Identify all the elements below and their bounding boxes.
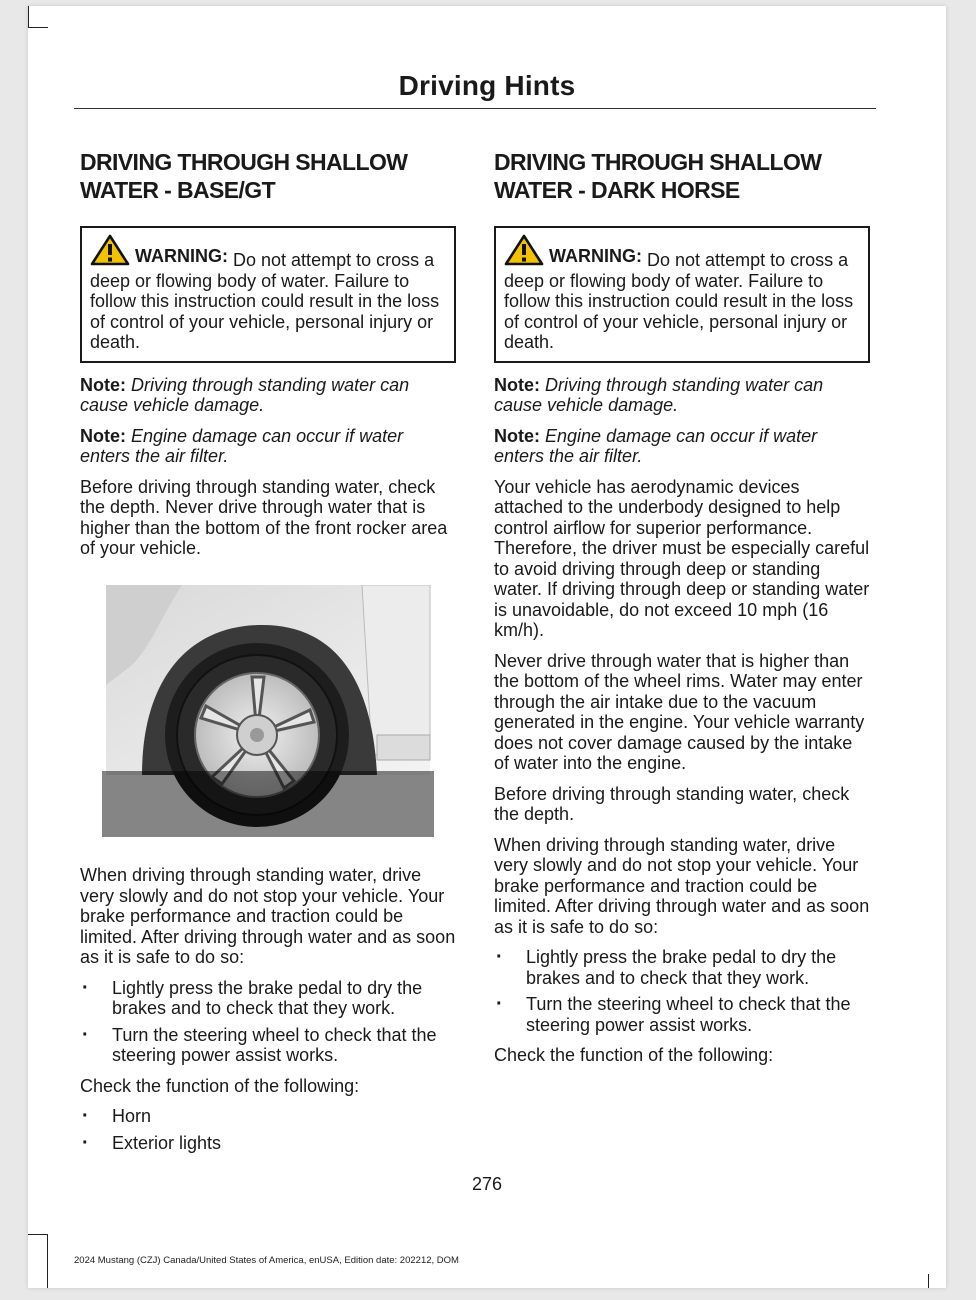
note-text: Driving through standing water can cause vehicle damage. (80, 374, 410, 415)
page-footer: 2024 Mustang (CZJ) Canada/United States of America, enUSA, Edition date: 202212, DOM (74, 1255, 459, 1266)
left-column (80, 148, 456, 1163)
warning-text: Do not attempt to cross a deep or flowing body of water. Failure to follow this instruction could result in the loss of control of your vehicle, personal injury or death. (90, 250, 440, 352)
warning-label: WARNING: (549, 245, 642, 266)
after-water-steps (80, 978, 456, 1066)
section-title-dark-horse: DRIVING THROUGH SHALLOW WATER - DARK HORSE (494, 149, 822, 203)
crop-mark-bottom-right (928, 1274, 929, 1288)
warning-heading (90, 234, 228, 266)
warning-triangle-icon (504, 234, 544, 266)
crop-mark-top-left (28, 27, 48, 28)
warning-heading (504, 234, 642, 266)
paragraph-check-depth: Before driving through standing water, check the depth. Never drive through water that is higher than the bottom of the front rocker area of your vehicle. (80, 476, 448, 558)
manual-page (28, 6, 946, 1288)
note-label: Note: (494, 425, 540, 446)
warning-text: Do not attempt to cross a deep or flowing body of water. Failure to follow this instruction could result in the loss of control of your vehicle, personal injury or death. (504, 250, 854, 352)
note-text: Engine damage can occur if water enters the air filter. (494, 425, 818, 466)
check-function-list (80, 1106, 456, 1153)
check-function-intro: Check the function of the following: (80, 1075, 360, 1096)
note-label: Note: (80, 374, 126, 395)
page-header-title: Driving Hints (398, 70, 576, 101)
note (80, 426, 456, 467)
section-title-base-gt: DRIVING THROUGH SHALLOW WATER - BASE/GT (80, 149, 408, 203)
note (80, 375, 456, 416)
list-item: · Lightly press the brake pedal to dry the brakes and to check that they work. (80, 978, 456, 1019)
list-item: · Turn the steering wheel to check that the steering power assist works. (494, 994, 870, 1035)
crop-mark-top-left (28, 6, 29, 28)
note-label: Note: (494, 374, 540, 395)
after-water-steps (494, 947, 870, 1035)
paragraph-drive-slowly: When driving through standing water, drive very slowly and do not stop your vehicle. Your brake performance and traction could be limited. After driving through water and as soon as it is safe to do so: (80, 865, 456, 967)
warning-box (80, 226, 456, 363)
note-text: Engine damage can occur if water enters the air filter. (80, 425, 404, 466)
note (494, 426, 870, 467)
wheel-water-depth-illustration (102, 585, 434, 837)
page-number: 276 (471, 1174, 503, 1194)
paragraph-aerodynamic-devices: Your vehicle has aerodynamic devices attached to the underbody designed to help control airflow for superior performance. Therefore, the driver must be especially careful to avoid driving through deep or standing water. If driving through deep or standing water is unavoidable, do not exceed 10 mph (16 km/h). (494, 476, 870, 640)
crop-mark-bottom-left (28, 1234, 48, 1235)
list-item: · Lightly press the brake pedal to dry the brakes and to check that they work. (494, 947, 870, 988)
list-item: · Exterior lights (80, 1133, 456, 1154)
right-column (494, 148, 870, 1076)
list-item: · Turn the steering wheel to check that the steering power assist works. (80, 1025, 456, 1066)
paragraph-check-depth: Before driving through standing water, check the depth. (494, 783, 850, 824)
note-label: Note: (80, 425, 126, 446)
warning-label: WARNING: (135, 245, 228, 266)
check-function-intro: Check the function of the following: (494, 1045, 774, 1065)
paragraph-wheel-rims: Never drive through water that is higher than the bottom of the wheel rims. Water may enter through the air intake due to the vacuum generated in the engine. Your vehicle warranty does not cover damage caused by the intake of water into the engine. (494, 650, 865, 773)
note-text: Driving through standing water can cause vehicle damage. (494, 374, 824, 415)
warning-box (494, 226, 870, 363)
header-divider (74, 108, 876, 109)
paragraph-drive-slowly: When driving through standing water, drive very slowly and do not stop your vehicle. Your brake performance and traction could be limited. After driving through water and as soon as it is safe to do so: (494, 834, 870, 937)
warning-triangle-icon (90, 234, 130, 266)
note (494, 375, 870, 416)
crop-mark-bottom-left (47, 1234, 48, 1288)
list-item: · Horn (80, 1106, 456, 1127)
